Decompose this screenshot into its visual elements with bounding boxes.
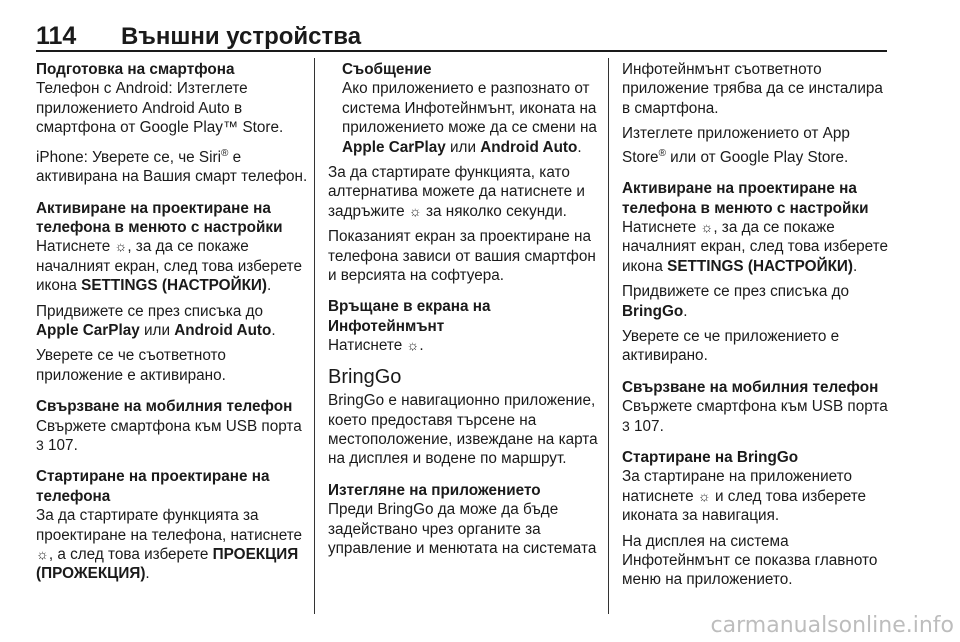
section-heading: Стартиране на BringGo: [622, 449, 799, 466]
chapter-title: Външни устройства: [121, 23, 362, 50]
section-heading: Свързване на мобилния телефон: [36, 398, 293, 416]
home-icon: ☼: [408, 202, 422, 219]
paragraph: Натиснете ☼, за да се покаже началният екран, след това изберете икона SETTINGS (НАСТРОЙКИ).: [36, 238, 303, 295]
section-heading: Изтегляне на приложението: [328, 481, 541, 499]
paragraph: Свържете смартфона към USB порта 3 107.: [622, 398, 888, 435]
paragraph: За да стартирате функцията, като алтернатива можете да натиснете и задръжите ☼ за няколко секунди.: [328, 164, 585, 220]
arrow-ref-icon: 3: [36, 437, 44, 453]
paragraph: Придвижете се през списъка до BringGo.: [622, 283, 850, 320]
section-heading: Подготовка на смартфона: [36, 61, 235, 78]
home-icon: ☼: [114, 238, 128, 255]
paragraph: Преди BringGo да може да бъде задействано чрез органите за управление и менютата на системата: [328, 501, 597, 557]
home-icon: ☼: [700, 218, 714, 235]
page-number: 114: [36, 22, 77, 50]
paragraph: Натиснете ☼, за да се покаже началният екран, след това изберете икона SETTINGS (НАСТРОЙКИ).: [622, 218, 889, 275]
column-divider: [314, 58, 315, 614]
paragraph: На дисплея на система Инфотейнмънт се показва главното меню на приложението.: [622, 532, 878, 589]
home-icon: ☼: [697, 487, 711, 504]
page-header: [36, 22, 886, 52]
paragraph: Натиснете ☼.: [328, 337, 424, 355]
column-3: [622, 60, 894, 590]
note-box: [328, 60, 600, 157]
watermark: carmanualsonline.info: [710, 613, 954, 638]
section-title: BringGo: [328, 365, 402, 388]
paragraph: Изтеглете приложението от App Store® или от Google Play Store.: [622, 125, 850, 166]
paragraph: За да стартирате функцията за проектиране на телефона, натиснете ☼, а след това изберете ПРОЕКЦИЯ (ПРОЖЕКЦИЯ).: [36, 507, 303, 583]
section-heading: Връщане в екрана на Инфотейнмънт: [328, 298, 491, 335]
paragraph: BringGo е навигационно приложение, което предоставя търсене на местоположение, извеждане на карта на дисплея и водене по маршрут.: [328, 392, 598, 468]
column-2: [328, 60, 600, 558]
paragraph: Уверете се че приложението е активирано.: [622, 327, 840, 365]
section-heading: Свързване на мобилния телефон: [622, 378, 879, 396]
section-heading: Активиране на проектиране на телефона в менюто с настройки: [36, 199, 283, 236]
header-rule: [36, 50, 887, 52]
paragraph: Телефон с Android: Изтеглете приложението Android Auto в смартфона от Google Play™ Store.: [36, 80, 284, 137]
paragraph: Придвижете се през списъка до Apple CarPlay или Android Auto.: [36, 302, 276, 339]
column-1: [36, 60, 308, 584]
paragraph: iPhone: Уверете се, че Siri® е активирана на Вашия смарт телефон.: [36, 147, 308, 186]
home-icon: ☼: [36, 546, 49, 563]
section-heading: Стартиране на проектиране на телефона: [36, 468, 270, 505]
note-text: Ако приложението е разпознато от система Инфотейнмънт, иконата на приложението може да се смени на Apple CarPlay или Android Auto.: [342, 80, 597, 156]
paragraph: Уверете се че съответното приложение е активирано.: [36, 347, 226, 384]
paragraph: За стартиране на приложението натиснете ☼ и след това изберете иконата за навигация.: [622, 468, 867, 525]
arrow-ref-icon: 3: [622, 417, 630, 434]
paragraph: Свържете смартфона към USB порта 3 107.: [36, 417, 302, 454]
paragraph: Показаният екран за проектиране на телефона зависи от вашия смартфон и версията на софтуера.: [328, 228, 596, 285]
note-title: Съобщение: [342, 61, 432, 78]
home-icon: ☼: [406, 337, 420, 354]
paragraph: Инфотейнмънт съответното приложение трябва да се инсталира в смартфона.: [622, 61, 883, 117]
column-divider: [608, 58, 609, 614]
section-heading: Активиране на проектиране на телефона в менюто с настройки: [622, 180, 869, 217]
